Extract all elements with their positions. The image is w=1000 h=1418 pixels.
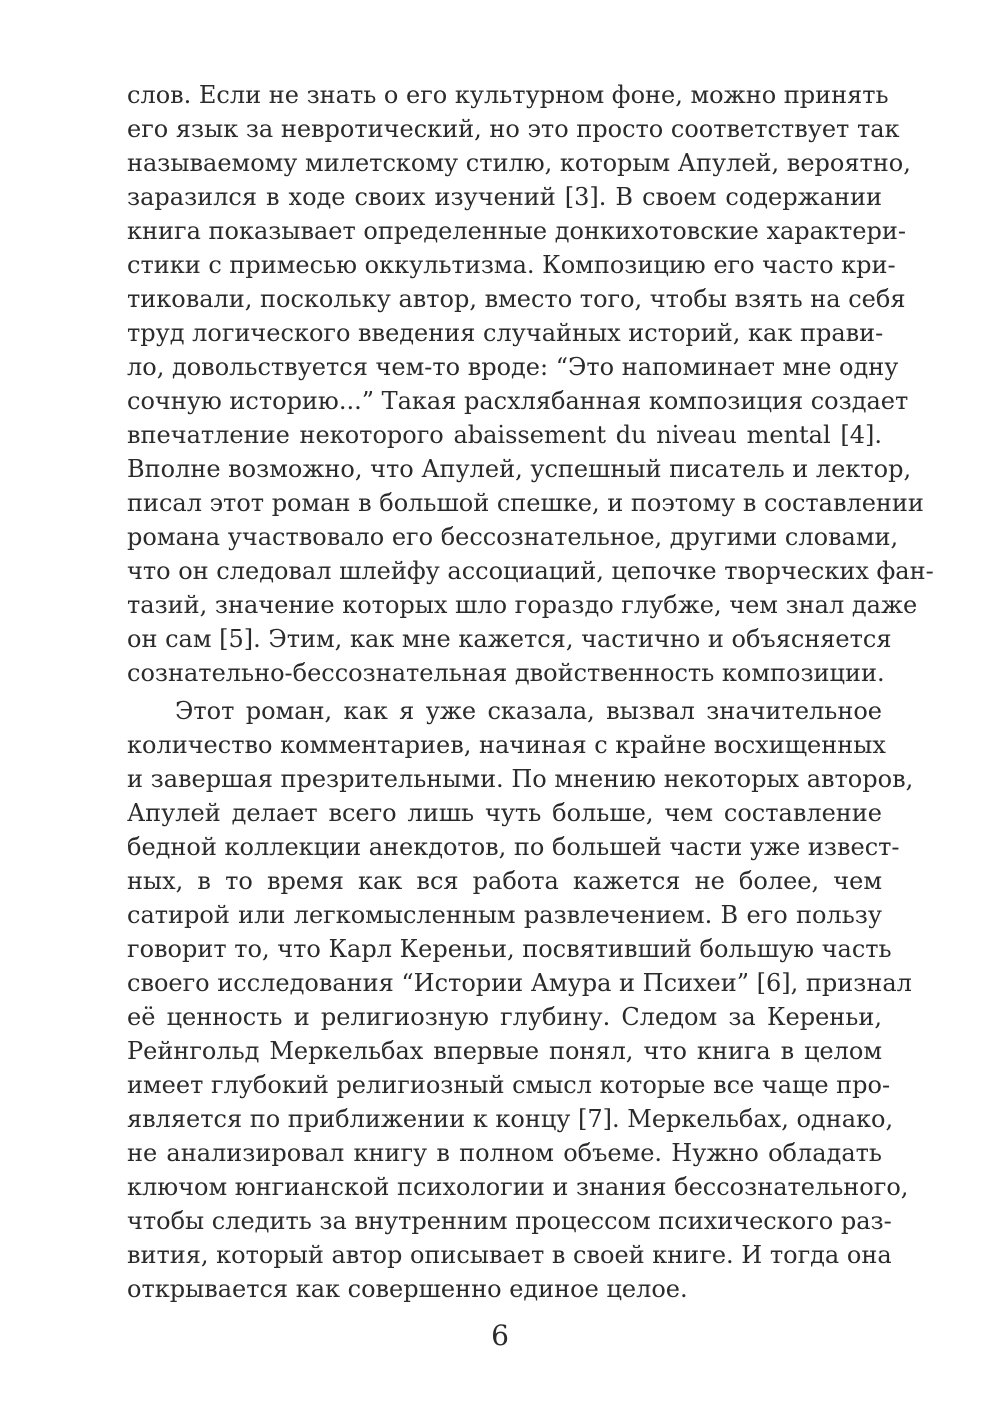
text-line: имеет глубокий религиозный смысл которые все чаще про- <box>127 1071 891 1099</box>
text-line: слов. Если не знать о его культурном фоне, можно принять <box>127 81 889 109</box>
text-line: он сам [5]. Этим, как мне кажется, частично и объясняется <box>127 625 892 653</box>
text-line: говорит то, что Карл Кереньи, посвятивший большую часть <box>127 935 892 963</box>
text-line: стики с примесью оккультизма. Композицию его часто кри- <box>127 251 896 279</box>
text-line: Вполне возможно, что Апулей, успешный писатель и лектор, <box>127 455 912 483</box>
text-line: называемому милетскому стилю, которым Апулей, вероятно, <box>127 149 911 177</box>
text-line: ных, в то время как вся работа кажется не более, чем <box>127 867 882 895</box>
text-line: сатирой или легкомысленным развлечением. В его пользу <box>127 901 882 929</box>
text-line: заразился в ходе своих изучений [3]. В своем содержании <box>127 183 882 211</box>
text-line: сознательно-бессознательная двойственность композиции. <box>127 659 885 687</box>
paragraph-start-line: Этот роман, как я уже сказала, вызвал значительное <box>175 697 882 725</box>
text-line: Рейнгольд Меркельбах впервые понял, что книга в целом <box>127 1037 882 1065</box>
text-line: тиковали, поскольку автор, вместо того, чтобы взять на себя <box>127 285 906 313</box>
text-line: писал этот роман в большой спешке, и поэтому в составлении <box>127 489 924 517</box>
text-line: ключом юнгианской психологии и знания бессознательного, <box>127 1173 909 1201</box>
text-line: своего исследования “Истории Амура и Психеи” [6], признал <box>127 969 912 997</box>
text-line: тазий, значение которых шло гораздо глубже, чем знал даже <box>127 591 918 619</box>
text-line: Апулей делает всего лишь чуть больше, чем составление <box>127 799 882 827</box>
text-line: книга показывает определенные донкихотовские характери- <box>127 217 906 245</box>
page-number: 6 <box>491 1319 509 1352</box>
text-line: сочную историю...” Такая расхлябанная композиция создает <box>127 387 909 415</box>
text-line: чтобы следить за внутренним процессом психического раз- <box>127 1207 892 1235</box>
text-line: открывается как совершенно единое целое. <box>127 1275 688 1303</box>
text-line: его язык за невротический, но это просто соответствует так <box>127 115 900 143</box>
text-line: что он следовал шлейфу ассоциаций, цепочке творческих фан- <box>127 557 934 585</box>
text-line: количество комментариев, начиная с крайне восхищенных <box>127 731 886 759</box>
text-line: её ценность и религиозную глубину. Следом за Кереньи, <box>127 1003 882 1031</box>
text-line: романа участвовало его бессознательное, другими словами, <box>127 523 899 551</box>
text-line: и завершая презрительными. По мнению некоторых авторов, <box>127 765 914 793</box>
text-line: впечатление некоторого abaissement du niveau mental [4]. <box>127 421 882 449</box>
text-line: бедной коллекции анекдотов, по большей части уже извест- <box>127 833 900 861</box>
text-line: является по приближении к концу [7]. Меркельбах, однако, <box>127 1105 894 1133</box>
text-line: труд логического введения случайных историй, как прави- <box>127 319 884 347</box>
text-line: вития, который автор описывает в своей книге. И тогда она <box>127 1241 892 1269</box>
text-line: ло, довольствуется чем-то вроде: “Это напоминает мне одну <box>127 353 899 381</box>
text-line: не анализировал книгу в полном объеме. Нужно обладать <box>127 1139 882 1167</box>
